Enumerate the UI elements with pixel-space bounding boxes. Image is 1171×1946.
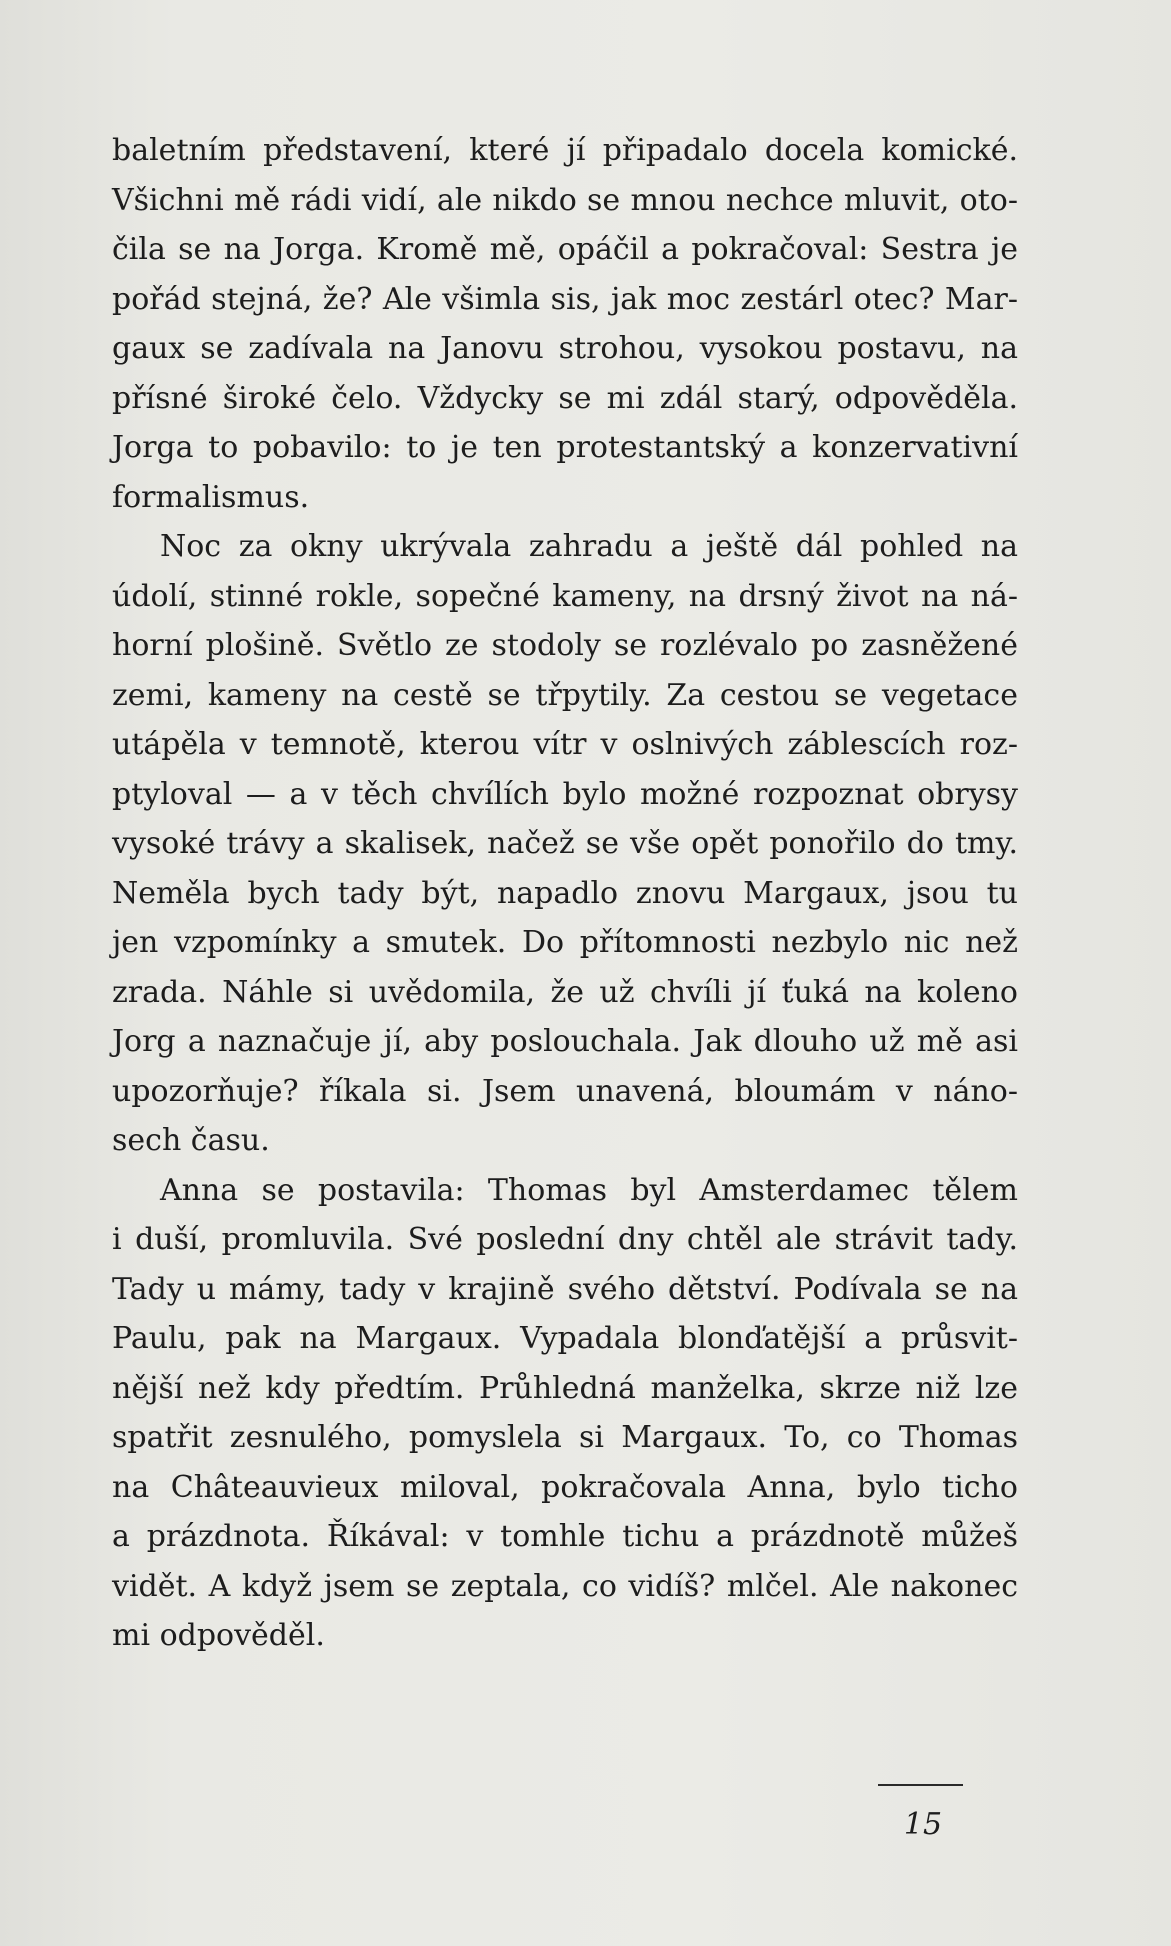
text-line: upozorňuje? říkala si. Jsem unavená, bloumám v náno- bbox=[112, 1073, 1018, 1109]
text-line: údolí, stinné rokle, sopečné kameny, na drsný život na ná- bbox=[112, 578, 1018, 614]
text-line: Noc za okny ukrývala zahradu a ještě dál pohled na bbox=[160, 529, 1018, 564]
text-line: Jorga to pobavilo: to je ten protestantský a konzervativní bbox=[112, 430, 1018, 465]
text-line: čila se na Jorga. Kromě mě, opáčil a pokračoval: Sestra je bbox=[112, 232, 1018, 267]
paragraph-1 bbox=[112, 126, 1018, 522]
text-line: utápěla v temnotě, kterou vítr v oslnivých záblescích roz- bbox=[112, 727, 1018, 762]
text-line: formalismus. bbox=[112, 479, 310, 515]
text-line: spatřit zesnulého, pomyslela si Margaux. To, co Thomas bbox=[112, 1420, 1018, 1455]
body-text bbox=[112, 126, 1018, 1661]
text-line: jen vzpomínky a smutek. Do přítomnosti nezbylo nic než bbox=[112, 925, 1018, 960]
text-line: sech času. bbox=[112, 1123, 270, 1158]
text-line: Tady u mámy, tady v krajině svého dětství. Podívala se na bbox=[112, 1271, 1018, 1307]
text-line: na Châteauvieux miloval, pokračovala Anna, bylo ticho bbox=[112, 1469, 1018, 1505]
text-line: přísné široké čelo. Vždycky se mi zdál starý, odpověděla. bbox=[112, 380, 1018, 416]
text-line: ptyloval — a v těch chvílích bylo možné rozpoznat obrysy bbox=[112, 776, 1018, 812]
text-line: Neměla bych tady být, napadlo znovu Margaux, jsou tu bbox=[112, 875, 1018, 911]
text-line: Všichni mě rádi vidí, ale nikdo se mnou nechce mluvit, oto- bbox=[112, 182, 1018, 218]
text-line: vidět. A když jsem se zeptala, co vidíš? mlčel. Ale nakonec bbox=[112, 1568, 1018, 1604]
text-line: Jorg a naznačuje jí, aby poslouchala. Jak dlouho už mě asi bbox=[112, 1024, 1018, 1059]
text-line: pořád stejná, že? Ale všimla sis, jak moc zestárl otec? Mar- bbox=[112, 281, 1018, 317]
footer-rule bbox=[878, 1784, 963, 1786]
text-line: vysoké trávy a skalisek, načež se vše opět ponořilo do tmy. bbox=[112, 826, 1018, 861]
text-line: a prázdnota. Říkával: v tomhle tichu a prázdnotě můžeš bbox=[112, 1519, 1018, 1554]
text-line: mi odpověděl. bbox=[112, 1618, 325, 1653]
text-line: i duší, promluvila. Své poslední dny chtěl ale strávit tady. bbox=[112, 1222, 1018, 1257]
text-line: Anna se postavila: Thomas byl Amsterdamec tělem bbox=[160, 1172, 1018, 1208]
page-number: 15 bbox=[903, 1807, 943, 1842]
text-line: Paulu, pak na Margaux. Vypadala blonďatější a průsvit- bbox=[112, 1321, 1018, 1356]
text-line: horní plošině. Světlo ze stodoly se rozlévalo po zasněžené bbox=[112, 628, 1018, 663]
paragraph-3 bbox=[112, 1166, 1018, 1661]
text-line: gaux se zadívala na Janovu strohou, vysokou postavu, na bbox=[112, 331, 1018, 366]
text-line: zemi, kameny na cestě se třpytily. Za cestou se vegetace bbox=[112, 677, 1018, 713]
paragraph-2 bbox=[112, 522, 1018, 1166]
text-line: baletním představení, které jí připadalo docela komické. bbox=[112, 133, 1018, 168]
text-line: nější než kdy předtím. Průhledná manželka, skrze niž lze bbox=[112, 1370, 1018, 1406]
text-line: zrada. Náhle si uvědomila, že už chvíli jí ťuká na koleno bbox=[112, 974, 1018, 1010]
